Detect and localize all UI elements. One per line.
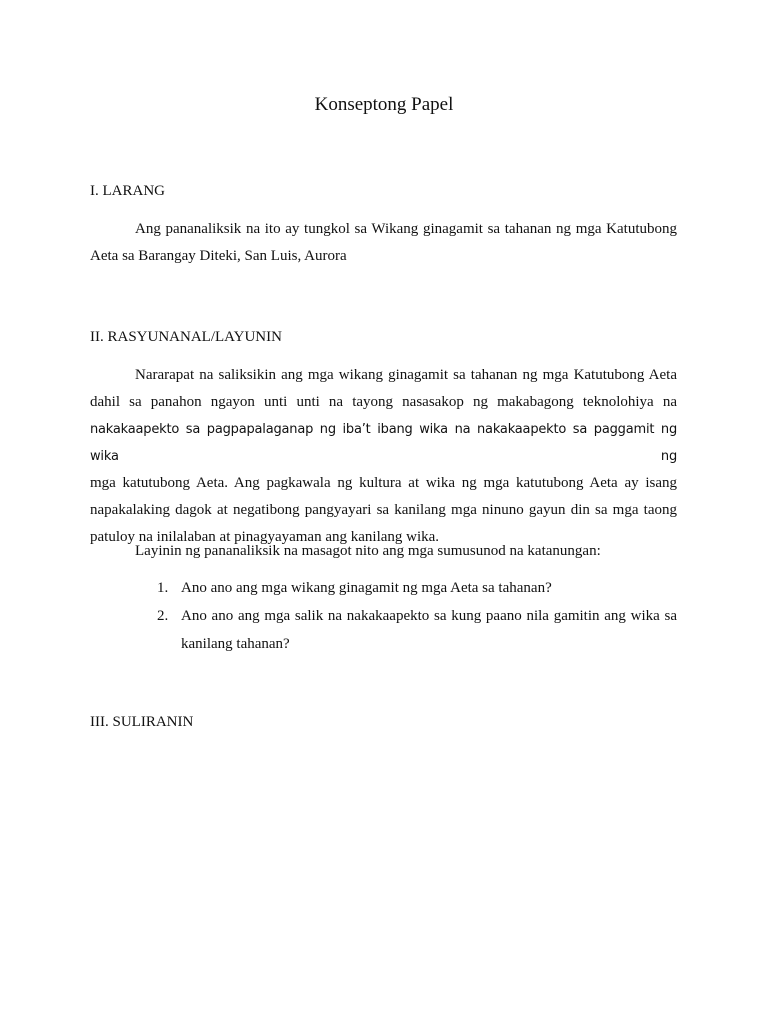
- list-item: [135, 602, 677, 658]
- questions-list: [135, 574, 677, 658]
- list-item-number: 2.: [157, 608, 169, 624]
- questions-intro: Layinin ng pananaliksik na masagot nito ang mga sumusunod na katanungan:: [135, 543, 601, 559]
- section-heading-rasyunanal: II. RASYUNANAL/LAYUNIN: [90, 329, 282, 345]
- paragraph-block-2: nakakaapekto sa pagpapalaganap ng iba’t ibang wika na nakakaapekto sa paggamit ng wika ng: [90, 422, 677, 464]
- paragraph-block-3: mga katutubong Aeta. Ang pagkawala ng kultura at wika ng mga katutubong Aeta ay isang napakalaking dagok at negatibong pangyayari sa kanilang mga ninuno gayun din sa mga taong patuloy na inilalaban at pinagyayaman ang kanilang wika.: [90, 475, 677, 545]
- section-paragraph-larang: Ang pananaliksik na ito ay tungkol sa Wikang ginagamit sa tahanan ng mga Katutubong Aeta sa Barangay Diteki, San Luis, Aurora: [90, 221, 677, 264]
- list-item-text: Ano ano ang mga wikang ginagamit ng mga Aeta sa tahanan?: [181, 580, 552, 596]
- section-paragraph-rasyunanal: [90, 362, 677, 551]
- paragraph-block-1: Nararapat na saliksikin ang mga wikang ginagamit sa tahanan ng mga Katutubong Aeta dahil sa panahon ngayon unti unti na tayong nasasakop ng makabagong teknolohiya na: [90, 367, 677, 410]
- document-title: Konseptong Papel: [314, 94, 454, 115]
- section-heading-suliranin: III. SULIRANIN: [90, 714, 194, 730]
- list-item: [135, 574, 677, 602]
- section-heading-larang: I. LARANG: [90, 183, 165, 199]
- list-item-text: Ano ano ang mga salik na nakakaapekto sa kung paano nila gamitin ang wika sa kanilang tahanan?: [181, 608, 677, 652]
- list-item-number: 1.: [157, 580, 169, 596]
